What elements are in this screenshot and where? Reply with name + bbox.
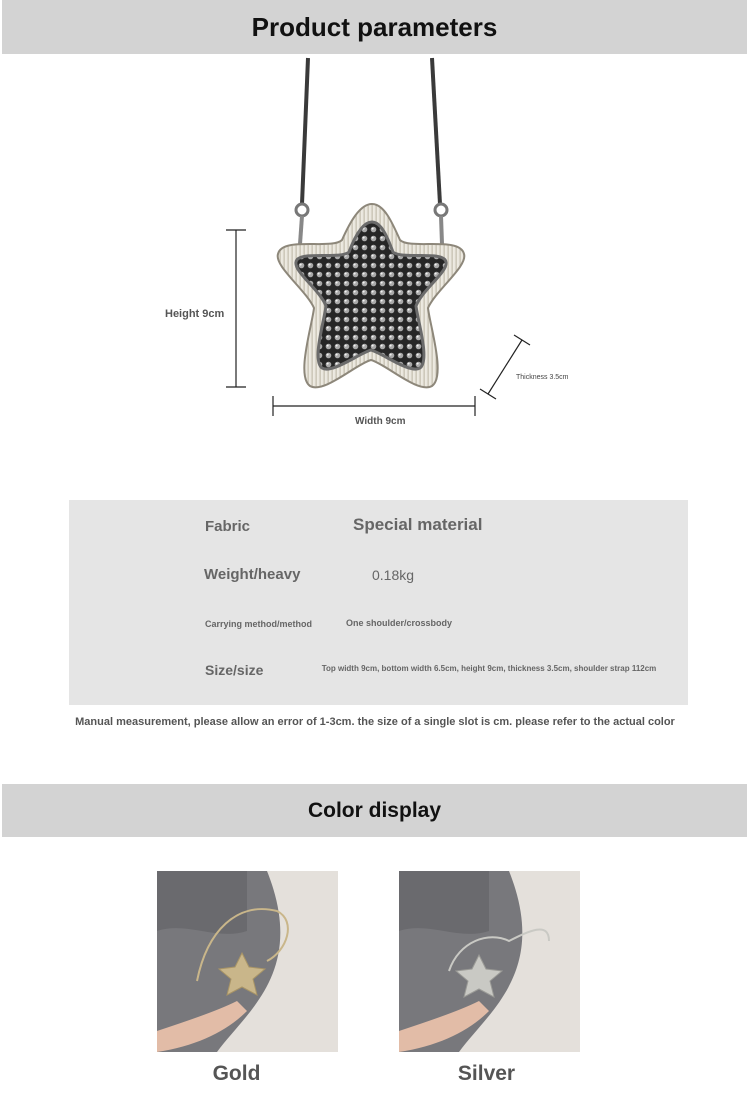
weight-value: 0.18kg (372, 567, 415, 583)
gold-caption: Gold (212, 1062, 261, 1085)
thickness-label: Thickness 3.5cm (516, 374, 569, 381)
silver-caption: Silver (457, 1062, 516, 1085)
silver-variant-image[interactable] (399, 871, 580, 1052)
gold-variant-image[interactable] (157, 871, 338, 1052)
parameters-table (69, 500, 688, 705)
size-label: Size/size (205, 662, 264, 678)
weight-label: Weight/heavy (204, 566, 301, 583)
width-label: Width 9cm (355, 416, 406, 427)
thickness-dimension-line (480, 335, 530, 399)
gold-bag-photo (157, 871, 338, 1052)
size-value: Top width 9cm, bottom width 6.5cm, height 9cm, thickness 3.5cm, shoulder strap 112cm (321, 664, 657, 673)
bag-illustration (0, 54, 750, 474)
height-dimension-line (226, 230, 246, 387)
banner-title: Color display (307, 798, 442, 822)
fabric-value: Special material (353, 515, 483, 534)
banner-title: Product parameters (251, 11, 498, 42)
fabric-label: Fabric (205, 518, 251, 535)
measurement-note: Manual measurement, please allow an error of 1-3cm. the size of a single slot is cm. please refer to the actual color (75, 716, 675, 728)
silver-bag-photo (399, 871, 580, 1052)
product-parameters-banner (2, 0, 747, 54)
width-dimension-line (273, 396, 475, 416)
carrying-method-label: Carrying method/method (205, 619, 313, 629)
star-bag-body (278, 204, 465, 387)
carrying-method-value: One shoulder/crossbody (346, 618, 453, 628)
color-display-banner (2, 784, 747, 837)
product-dimension-diagram (0, 54, 750, 474)
height-label: Height 9cm (165, 308, 225, 320)
